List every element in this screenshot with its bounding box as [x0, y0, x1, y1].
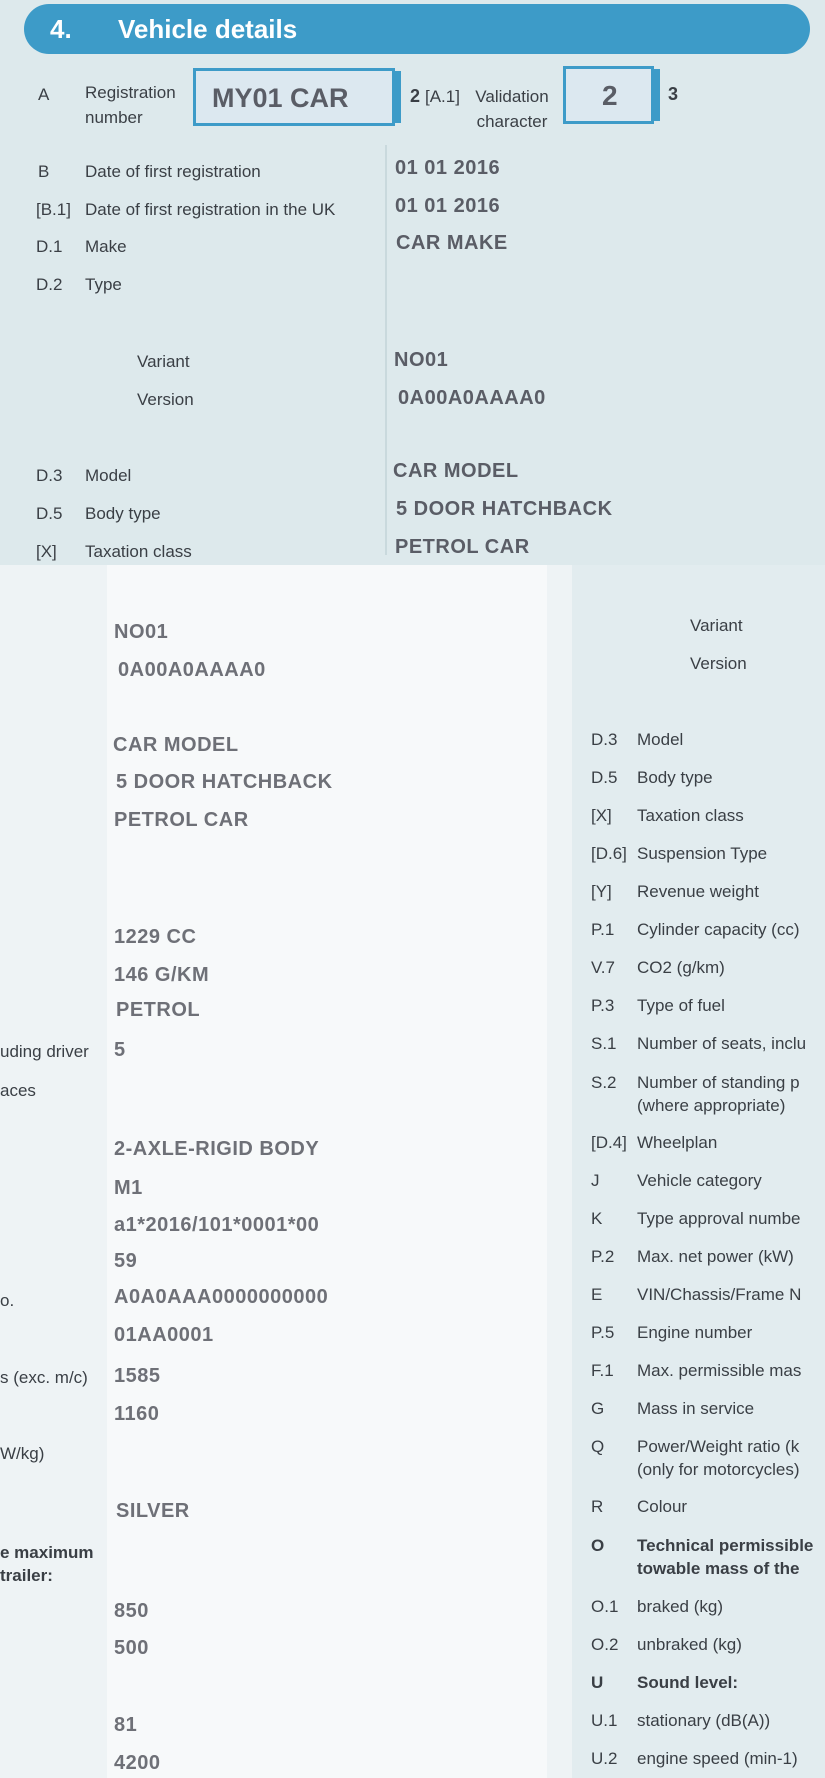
row-code: U: [591, 1673, 604, 1692]
row-label: Make: [85, 237, 127, 256]
power-weight-label-fragment: W/kg): [0, 1444, 45, 1463]
row-label: Technical permissible towable mass of the: [637, 1536, 814, 1578]
row-code: D.5: [36, 504, 63, 523]
row-label: Type approval numbe: [637, 1209, 801, 1228]
row-label: Body type: [637, 768, 713, 787]
row-code: U.1: [591, 1711, 618, 1730]
category-value: M1: [114, 1177, 143, 1199]
row-label: Max. net power (kW): [637, 1247, 794, 1266]
row-code: U.2: [591, 1749, 618, 1768]
row-label: Sound level:: [637, 1673, 739, 1692]
row-label: Number of standing p (where appropriate): [637, 1073, 800, 1115]
row-value: 5 DOOR HATCHBACK: [396, 498, 613, 520]
row-label: braked (kg): [637, 1597, 723, 1616]
registration-number: MY01 CAR: [212, 83, 349, 113]
row-code: D.1: [36, 237, 63, 256]
row-code: S.2: [591, 1073, 617, 1092]
row-label: Model: [637, 730, 684, 749]
row-value: CAR MAKE: [396, 232, 508, 254]
braked-value: 850: [114, 1600, 149, 1622]
row-label: engine speed (min-1): [637, 1749, 798, 1768]
row-label: Colour: [637, 1497, 688, 1516]
row-code: G: [591, 1399, 605, 1418]
row-label: Number of seats, inclu: [637, 1034, 807, 1053]
row-code: [D.6]: [591, 844, 627, 863]
vin-label-fragment: o.: [0, 1291, 15, 1310]
unbraked-value: 500: [114, 1637, 149, 1659]
row-label: stationary (dB(A)): [637, 1711, 771, 1730]
row-value: NO01: [394, 349, 449, 371]
section-number: 4.: [50, 14, 72, 44]
row-code: E: [591, 1285, 603, 1304]
mass-in-service-value: 1160: [114, 1403, 160, 1425]
taxation-class-value: PETROL CAR: [114, 809, 249, 831]
row-label: Variant: [137, 352, 190, 371]
row-code: J: [591, 1171, 600, 1190]
row-label: Suspension Type: [637, 844, 768, 863]
row-code: P.5: [591, 1323, 615, 1342]
row-label: Wheelplan: [637, 1133, 718, 1152]
standing-label-fragment: aces: [0, 1081, 36, 1100]
row-code: S.1: [591, 1034, 617, 1053]
engine-speed-value: 4200: [114, 1752, 161, 1774]
row-code: P.1: [591, 920, 615, 939]
registration-label: Registration number: [85, 83, 176, 127]
validation-label: Validation character: [475, 87, 549, 131]
row-label: Type of fuel: [637, 996, 725, 1015]
row-code: O.2: [591, 1635, 619, 1654]
values-sheet: [0, 565, 572, 1778]
model-value: CAR MODEL: [113, 734, 239, 756]
row-code: D.2: [36, 275, 63, 294]
type-approval-value: a1*2016/101*0001*00: [114, 1214, 320, 1236]
max-mass-value: 1585: [114, 1365, 161, 1387]
section-title: Vehicle details: [118, 14, 298, 44]
registration-suffix: 2: [410, 86, 421, 106]
row-value: 01 01 2016: [395, 195, 501, 217]
row-code: [X]: [591, 806, 612, 825]
co2-value: 146 G/KM: [114, 964, 210, 986]
row-code: [D.4]: [591, 1133, 627, 1152]
row-code: O: [591, 1536, 605, 1555]
row-label: Engine number: [637, 1323, 753, 1342]
row-code: O.1: [591, 1597, 619, 1616]
row-label: Taxation class: [637, 806, 744, 825]
row-label: VIN/Chassis/Frame N: [637, 1285, 802, 1304]
row-code: Q: [591, 1437, 605, 1456]
row-value: 0A00A0AAAA0: [398, 387, 546, 409]
validation-character: 2: [602, 80, 618, 111]
vehicle-details-panel: [0, 0, 825, 565]
wheelplan-value: 2-AXLE-RIGID BODY: [114, 1138, 320, 1160]
row-code: D.5: [591, 768, 618, 787]
row-label: Taxation class: [85, 542, 192, 561]
version-value: 0A00A0AAAA0: [118, 659, 266, 681]
validation-character-box: [563, 66, 654, 124]
box-accent: [654, 69, 660, 121]
row-code: K: [591, 1209, 603, 1228]
row-label: Cylinder capacity (cc): [637, 920, 800, 939]
row-code: [X]: [36, 542, 57, 561]
vin-value: A0A0AAA0000000000: [114, 1286, 329, 1308]
row-label: unbraked (kg): [637, 1635, 742, 1654]
validation-code: [A.1]: [425, 87, 460, 106]
max-mass-label-fragment: s (exc. m/c): [0, 1368, 88, 1387]
row-code: V.7: [591, 958, 615, 977]
row-label: Date of first registration in the UK: [85, 200, 336, 219]
towable-label-fragment: trailer:: [0, 1566, 53, 1585]
row-code: F.1: [591, 1361, 614, 1380]
variant-label: Variant: [690, 616, 743, 635]
row-label: Body type: [85, 504, 161, 523]
towable-label-fragment: e maximum: [0, 1543, 94, 1562]
row-label: Type: [85, 275, 122, 294]
box-accent: [395, 71, 401, 123]
row-label: Revenue weight: [637, 882, 759, 901]
colour-value: SILVER: [116, 1500, 190, 1522]
row-label: CO2 (g/km): [637, 958, 725, 977]
section-header: [24, 4, 810, 54]
registration-number-box: [193, 68, 395, 126]
row-code: [Y]: [591, 882, 612, 901]
row-value: CAR MODEL: [393, 460, 519, 482]
variant-value: NO01: [114, 621, 169, 643]
row-code: D.3: [36, 466, 63, 485]
row-label: Mass in service: [637, 1399, 755, 1418]
engine-number-value: 01AA0001: [114, 1324, 214, 1346]
max-net-power-value: 59: [114, 1250, 138, 1272]
row-code: [B.1]: [36, 200, 71, 219]
stationary-value: 81: [114, 1714, 138, 1736]
row-label: Model: [85, 466, 132, 485]
version-label: Version: [690, 654, 747, 673]
row-label: Power/Weight ratio (k (only for motorcycles): [637, 1437, 800, 1479]
seats-value: 5: [114, 1039, 126, 1061]
row-label: Date of first registration: [85, 162, 261, 181]
row-label: Max. permissible mas: [637, 1361, 802, 1380]
fuel-value: PETROL: [116, 999, 201, 1021]
row-label: Vehicle category: [637, 1171, 762, 1190]
row-label: Version: [137, 390, 194, 409]
validation-suffix: 3: [668, 84, 679, 104]
row-code: B: [38, 162, 50, 181]
row-code: P.3: [591, 996, 615, 1015]
registration-code: A: [38, 85, 50, 104]
column-divider: [385, 145, 387, 555]
seats-label-fragment: uding driver: [0, 1042, 89, 1061]
row-value: 01 01 2016: [395, 157, 501, 179]
cylinder-capacity-value: 1229 CC: [114, 926, 197, 948]
row-value: PETROL CAR: [395, 536, 530, 558]
row-code: R: [591, 1497, 604, 1516]
row-code: P.2: [591, 1247, 615, 1266]
body-type-value: 5 DOOR HATCHBACK: [116, 771, 333, 793]
row-code: D.3: [591, 730, 618, 749]
